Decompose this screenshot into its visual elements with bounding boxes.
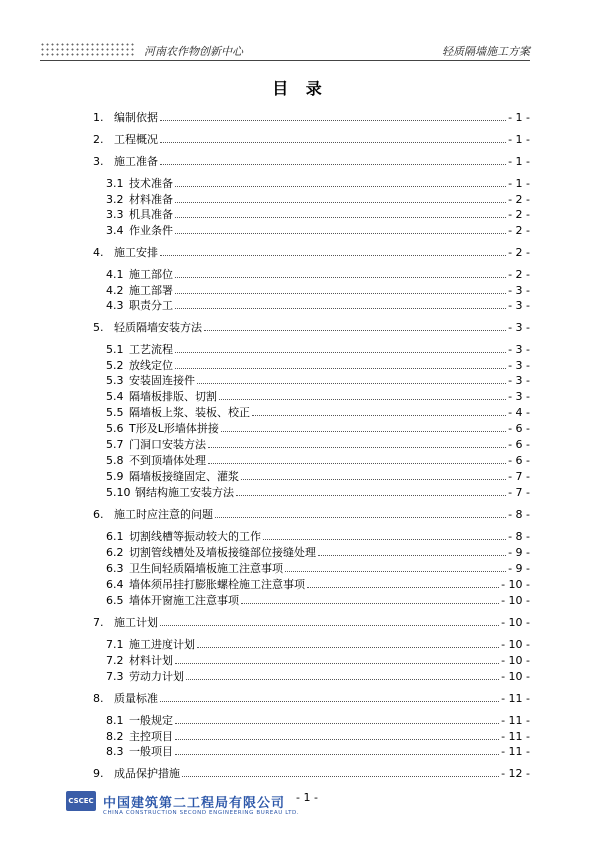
toc-entry-page: - 2 -: [508, 193, 530, 206]
toc-entry-number: 4.3: [106, 299, 124, 312]
toc-leader-dots: [208, 447, 506, 448]
toc-entry-page: - 9 -: [508, 562, 530, 575]
toc-entry-page: - 11 -: [501, 745, 530, 758]
toc-leader-dots: [175, 368, 506, 369]
toc-entry-page: - 3 -: [508, 390, 530, 403]
company-name-en: CHINA CONSTRUCTION SECOND ENGINEERING BUREAU LTD.: [103, 810, 300, 816]
toc-leader-dots: [219, 399, 506, 400]
toc-leader-dots: [208, 463, 506, 464]
toc-entry-title: 材料计划: [129, 654, 173, 667]
toc-entry-number: 3.3: [106, 208, 124, 221]
toc-entry-page: - 11 -: [501, 714, 530, 727]
header-divider: [40, 60, 530, 61]
toc-entry-title: 成品保护措施: [114, 767, 180, 780]
toc-entry-page: - 4 -: [508, 406, 530, 419]
toc-entry-page: - 7 -: [508, 470, 530, 483]
toc-entry-title: T形及L形墙体拼接: [129, 422, 219, 435]
toc-entry-title: 隔墙板排版、切割: [129, 390, 217, 403]
toc-entry[interactable]: [0, 745, 600, 759]
toc-entry[interactable]: [0, 177, 600, 191]
toc-entry-number: 6.: [93, 508, 104, 521]
toc-leader-dots: [175, 233, 506, 234]
toc-entry-page: - 3 -: [508, 359, 530, 372]
page-number: - 1 -: [296, 791, 318, 804]
toc-leader-dots: [160, 255, 506, 256]
toc-entry-number: 5.1: [106, 343, 124, 356]
toc-entry-title: 切割管线槽处及墙板接缝部位接缝处理: [129, 546, 316, 559]
toc-leader-dots: [175, 186, 506, 187]
toc-leader-dots: [285, 571, 506, 572]
toc-entry-number: 4.1: [106, 268, 124, 281]
company-name: 中国建筑第二工程局有限公司: [103, 796, 286, 811]
toc-entry-number: 7.2: [106, 654, 124, 667]
toc-entry-title: 施工计划: [114, 616, 158, 629]
toc-entry-page: - 3 -: [508, 343, 530, 356]
toc-leader-dots: [160, 701, 499, 702]
toc-leader-dots: [175, 293, 506, 294]
toc-leader-dots: [175, 308, 506, 309]
toc-entry-page: - 10 -: [501, 654, 530, 667]
toc-entry-page: - 10 -: [501, 594, 530, 607]
toc-entry-title: 墙体开窗施工注意事项: [129, 594, 239, 607]
toc-entry-number: 7.3: [106, 670, 124, 683]
toc-entry-page: - 1 -: [508, 177, 530, 190]
company-logo-icon: CSCEC: [66, 791, 96, 811]
toc-leader-dots: [241, 479, 506, 480]
toc-entry-number: 5.4: [106, 390, 124, 403]
toc-entry-number: 6.4: [106, 578, 124, 591]
toc-entry-page: - 11 -: [501, 692, 530, 705]
toc-entry-title: 隔墙板上浆、装板、校正: [129, 406, 250, 419]
toc-entry-page: - 10 -: [501, 670, 530, 683]
toc-entry-page: - 8 -: [508, 530, 530, 543]
toc-entry-page: - 10 -: [501, 578, 530, 591]
toc-entry[interactable]: [0, 406, 600, 420]
toc-entry-number: 5.: [93, 321, 104, 334]
toc-entry[interactable]: [0, 422, 600, 436]
toc-entry-number: 5.10: [106, 486, 131, 499]
toc-entry[interactable]: [0, 268, 600, 282]
toc-entry-title: 一般项目: [129, 745, 173, 758]
toc-entry-page: - 6 -: [508, 438, 530, 451]
toc-entry-page: - 1 -: [508, 111, 530, 124]
toc-entry[interactable]: [0, 133, 600, 147]
toc-entry-title: 墙体须吊挂打膨胀螺栓施工注意事项: [129, 578, 305, 591]
toc-entry-page: - 2 -: [508, 208, 530, 221]
toc-entry-page: - 3 -: [508, 321, 530, 334]
toc-entry-title: 不到顶墙体处理: [129, 454, 206, 467]
toc-entry[interactable]: [0, 246, 600, 260]
toc-entry-page: - 11 -: [501, 730, 530, 743]
toc-entry[interactable]: [0, 508, 600, 522]
toc-entry-number: 8.2: [106, 730, 124, 743]
toc-leader-dots: [263, 539, 506, 540]
toc-leader-dots: [241, 603, 499, 604]
toc-entry-number: 5.7: [106, 438, 124, 451]
toc-leader-dots: [175, 754, 499, 755]
toc-entry-number: 3.1: [106, 177, 124, 190]
toc-entry-number: 5.8: [106, 454, 124, 467]
toc-entry[interactable]: [0, 284, 600, 298]
toc-entry[interactable]: [0, 714, 600, 728]
toc-entry[interactable]: [0, 438, 600, 452]
toc-entry-title: 钢结构施工安装方法: [135, 486, 234, 499]
toc-entry-title: 工艺流程: [129, 343, 173, 356]
toc-entry-number: 7.: [93, 616, 104, 629]
toc-entry-page: - 3 -: [508, 299, 530, 312]
toc-entry-title: 劳动力计划: [129, 670, 184, 683]
toc-entry-title: 作业条件: [129, 224, 173, 237]
toc-entry[interactable]: [0, 374, 600, 388]
toc-entry[interactable]: [0, 616, 600, 630]
toc-leader-dots: [175, 217, 506, 218]
toc-leader-dots: [215, 517, 506, 518]
toc-leader-dots: [307, 587, 499, 588]
toc-leader-dots: [204, 330, 506, 331]
toc-entry-title: 工程概况: [114, 133, 158, 146]
toc-leader-dots: [160, 142, 506, 143]
toc-entry-page: - 8 -: [508, 508, 530, 521]
page-header: [40, 38, 530, 60]
toc-leader-dots: [252, 415, 506, 416]
toc-leader-dots: [160, 164, 506, 165]
toc-entry[interactable]: [0, 767, 600, 781]
header-right-text: 轻质隔墙施工方案: [442, 45, 530, 58]
toc-entry-title: 施工部位: [129, 268, 173, 281]
toc-leader-dots: [221, 431, 506, 432]
toc-entry[interactable]: [0, 193, 600, 207]
toc-entry-title: 施工准备: [114, 155, 158, 168]
toc-entry-number: 8.3: [106, 745, 124, 758]
toc-leader-dots: [175, 202, 506, 203]
toc-entry[interactable]: [0, 530, 600, 544]
page-footer: [0, 788, 600, 828]
toc-entry-page: - 3 -: [508, 284, 530, 297]
toc-entry-number: 1.: [93, 111, 104, 124]
toc-entry-number: 5.6: [106, 422, 124, 435]
toc-entry-title: 职责分工: [129, 299, 173, 312]
toc-entry[interactable]: [0, 470, 600, 484]
toc-entry[interactable]: [0, 594, 600, 608]
toc-entry-page: - 7 -: [508, 486, 530, 499]
toc-leader-dots: [160, 120, 506, 121]
toc-leader-dots: [318, 555, 506, 556]
toc-entry[interactable]: [0, 692, 600, 706]
toc-entry-title: 一般规定: [129, 714, 173, 727]
toc-leader-dots: [186, 679, 499, 680]
toc-entry-number: 6.1: [106, 530, 124, 543]
toc-leader-dots: [236, 495, 506, 496]
toc-entry[interactable]: [0, 638, 600, 652]
toc-entry-title: 材料准备: [129, 193, 173, 206]
toc-entry-title: 主控项目: [129, 730, 173, 743]
toc-entry[interactable]: [0, 654, 600, 668]
toc-entry-title: 门洞口安装方法: [129, 438, 206, 451]
toc-entry-number: 5.3: [106, 374, 124, 387]
toc-entry[interactable]: [0, 546, 600, 560]
toc-leader-dots: [182, 776, 499, 777]
toc-leader-dots: [175, 352, 506, 353]
toc-entry-number: 2.: [93, 133, 104, 146]
toc-entry[interactable]: [0, 321, 600, 335]
toc-entry-page: - 6 -: [508, 454, 530, 467]
header-left-text: 河南农作物创新中心: [144, 45, 243, 58]
toc-entry-number: 3.4: [106, 224, 124, 237]
toc-entry[interactable]: [0, 111, 600, 125]
toc-entry-title: 施工安排: [114, 246, 158, 259]
toc-entry-number: 3.2: [106, 193, 124, 206]
toc-entry-page: - 2 -: [508, 224, 530, 237]
toc-entry[interactable]: [0, 578, 600, 592]
toc-entry-number: 9.: [93, 767, 104, 780]
toc-entry-title: 质量标准: [114, 692, 158, 705]
page-title: 目 录: [272, 79, 328, 98]
toc-entry-title: 施工时应注意的问题: [114, 508, 213, 521]
toc-entry-title: 卫生间轻质隔墙板施工注意事项: [129, 562, 283, 575]
toc-leader-dots: [175, 663, 499, 664]
toc-entry-title: 轻质隔墙安装方法: [114, 321, 202, 334]
toc-entry-page: - 6 -: [508, 422, 530, 435]
toc-entry-title: 隔墙板接缝固定、灌浆: [129, 470, 239, 483]
toc-entry-title: 机具准备: [129, 208, 173, 221]
toc-entry-number: 6.3: [106, 562, 124, 575]
toc-entry-title: 放线定位: [129, 359, 173, 372]
toc-leader-dots: [197, 647, 499, 648]
toc-entry[interactable]: [0, 562, 600, 576]
toc-entry-number: 7.1: [106, 638, 124, 651]
toc-entry[interactable]: [0, 454, 600, 468]
toc-leader-dots: [197, 383, 506, 384]
toc-entry[interactable]: [0, 224, 600, 238]
toc-entry-title: 切割线槽等振动较大的工作: [129, 530, 261, 543]
toc-entry[interactable]: [0, 299, 600, 313]
toc-entry-page: - 10 -: [501, 616, 530, 629]
toc-entry-page: - 3 -: [508, 374, 530, 387]
toc-entry-title: 施工进度计划: [129, 638, 195, 651]
toc-entry-number: 8.: [93, 692, 104, 705]
toc-entry-number: 8.1: [106, 714, 124, 727]
toc-entry-page: - 10 -: [501, 638, 530, 651]
toc-entry-number: 6.2: [106, 546, 124, 559]
toc-leader-dots: [175, 277, 506, 278]
toc-entry-page: - 1 -: [508, 155, 530, 168]
toc-entry-page: - 1 -: [508, 133, 530, 146]
toc-entry-page: - 9 -: [508, 546, 530, 559]
toc-entry-number: 4.2: [106, 284, 124, 297]
toc-entry-page: - 2 -: [508, 268, 530, 281]
toc-entry-title: 技术准备: [129, 177, 173, 190]
toc-entry-number: 3.: [93, 155, 104, 168]
toc-entry-title: 安装固连接件: [129, 374, 195, 387]
toc-entry[interactable]: [0, 486, 600, 500]
toc-entry[interactable]: [0, 343, 600, 357]
toc-entry-number: 5.2: [106, 359, 124, 372]
toc-entry-title: 编制依据: [114, 111, 158, 124]
toc-leader-dots: [160, 625, 499, 626]
toc-entry-number: 4.: [93, 246, 104, 259]
toc-entry[interactable]: [0, 359, 600, 373]
toc-entry-title: 施工部署: [129, 284, 173, 297]
toc-entry-page: - 12 -: [501, 767, 530, 780]
toc-leader-dots: [175, 739, 499, 740]
toc-entry-number: 5.9: [106, 470, 124, 483]
toc-entry[interactable]: [0, 390, 600, 404]
toc-entry-number: 6.5: [106, 594, 124, 607]
toc-entry-page: - 2 -: [508, 246, 530, 259]
toc-entry-number: 5.5: [106, 406, 124, 419]
toc-entry[interactable]: [0, 208, 600, 222]
toc-entry[interactable]: [0, 155, 600, 169]
toc-leader-dots: [175, 723, 499, 724]
toc-entry[interactable]: [0, 730, 600, 744]
header-logo-icon: [40, 42, 134, 56]
toc-entry[interactable]: [0, 670, 600, 684]
